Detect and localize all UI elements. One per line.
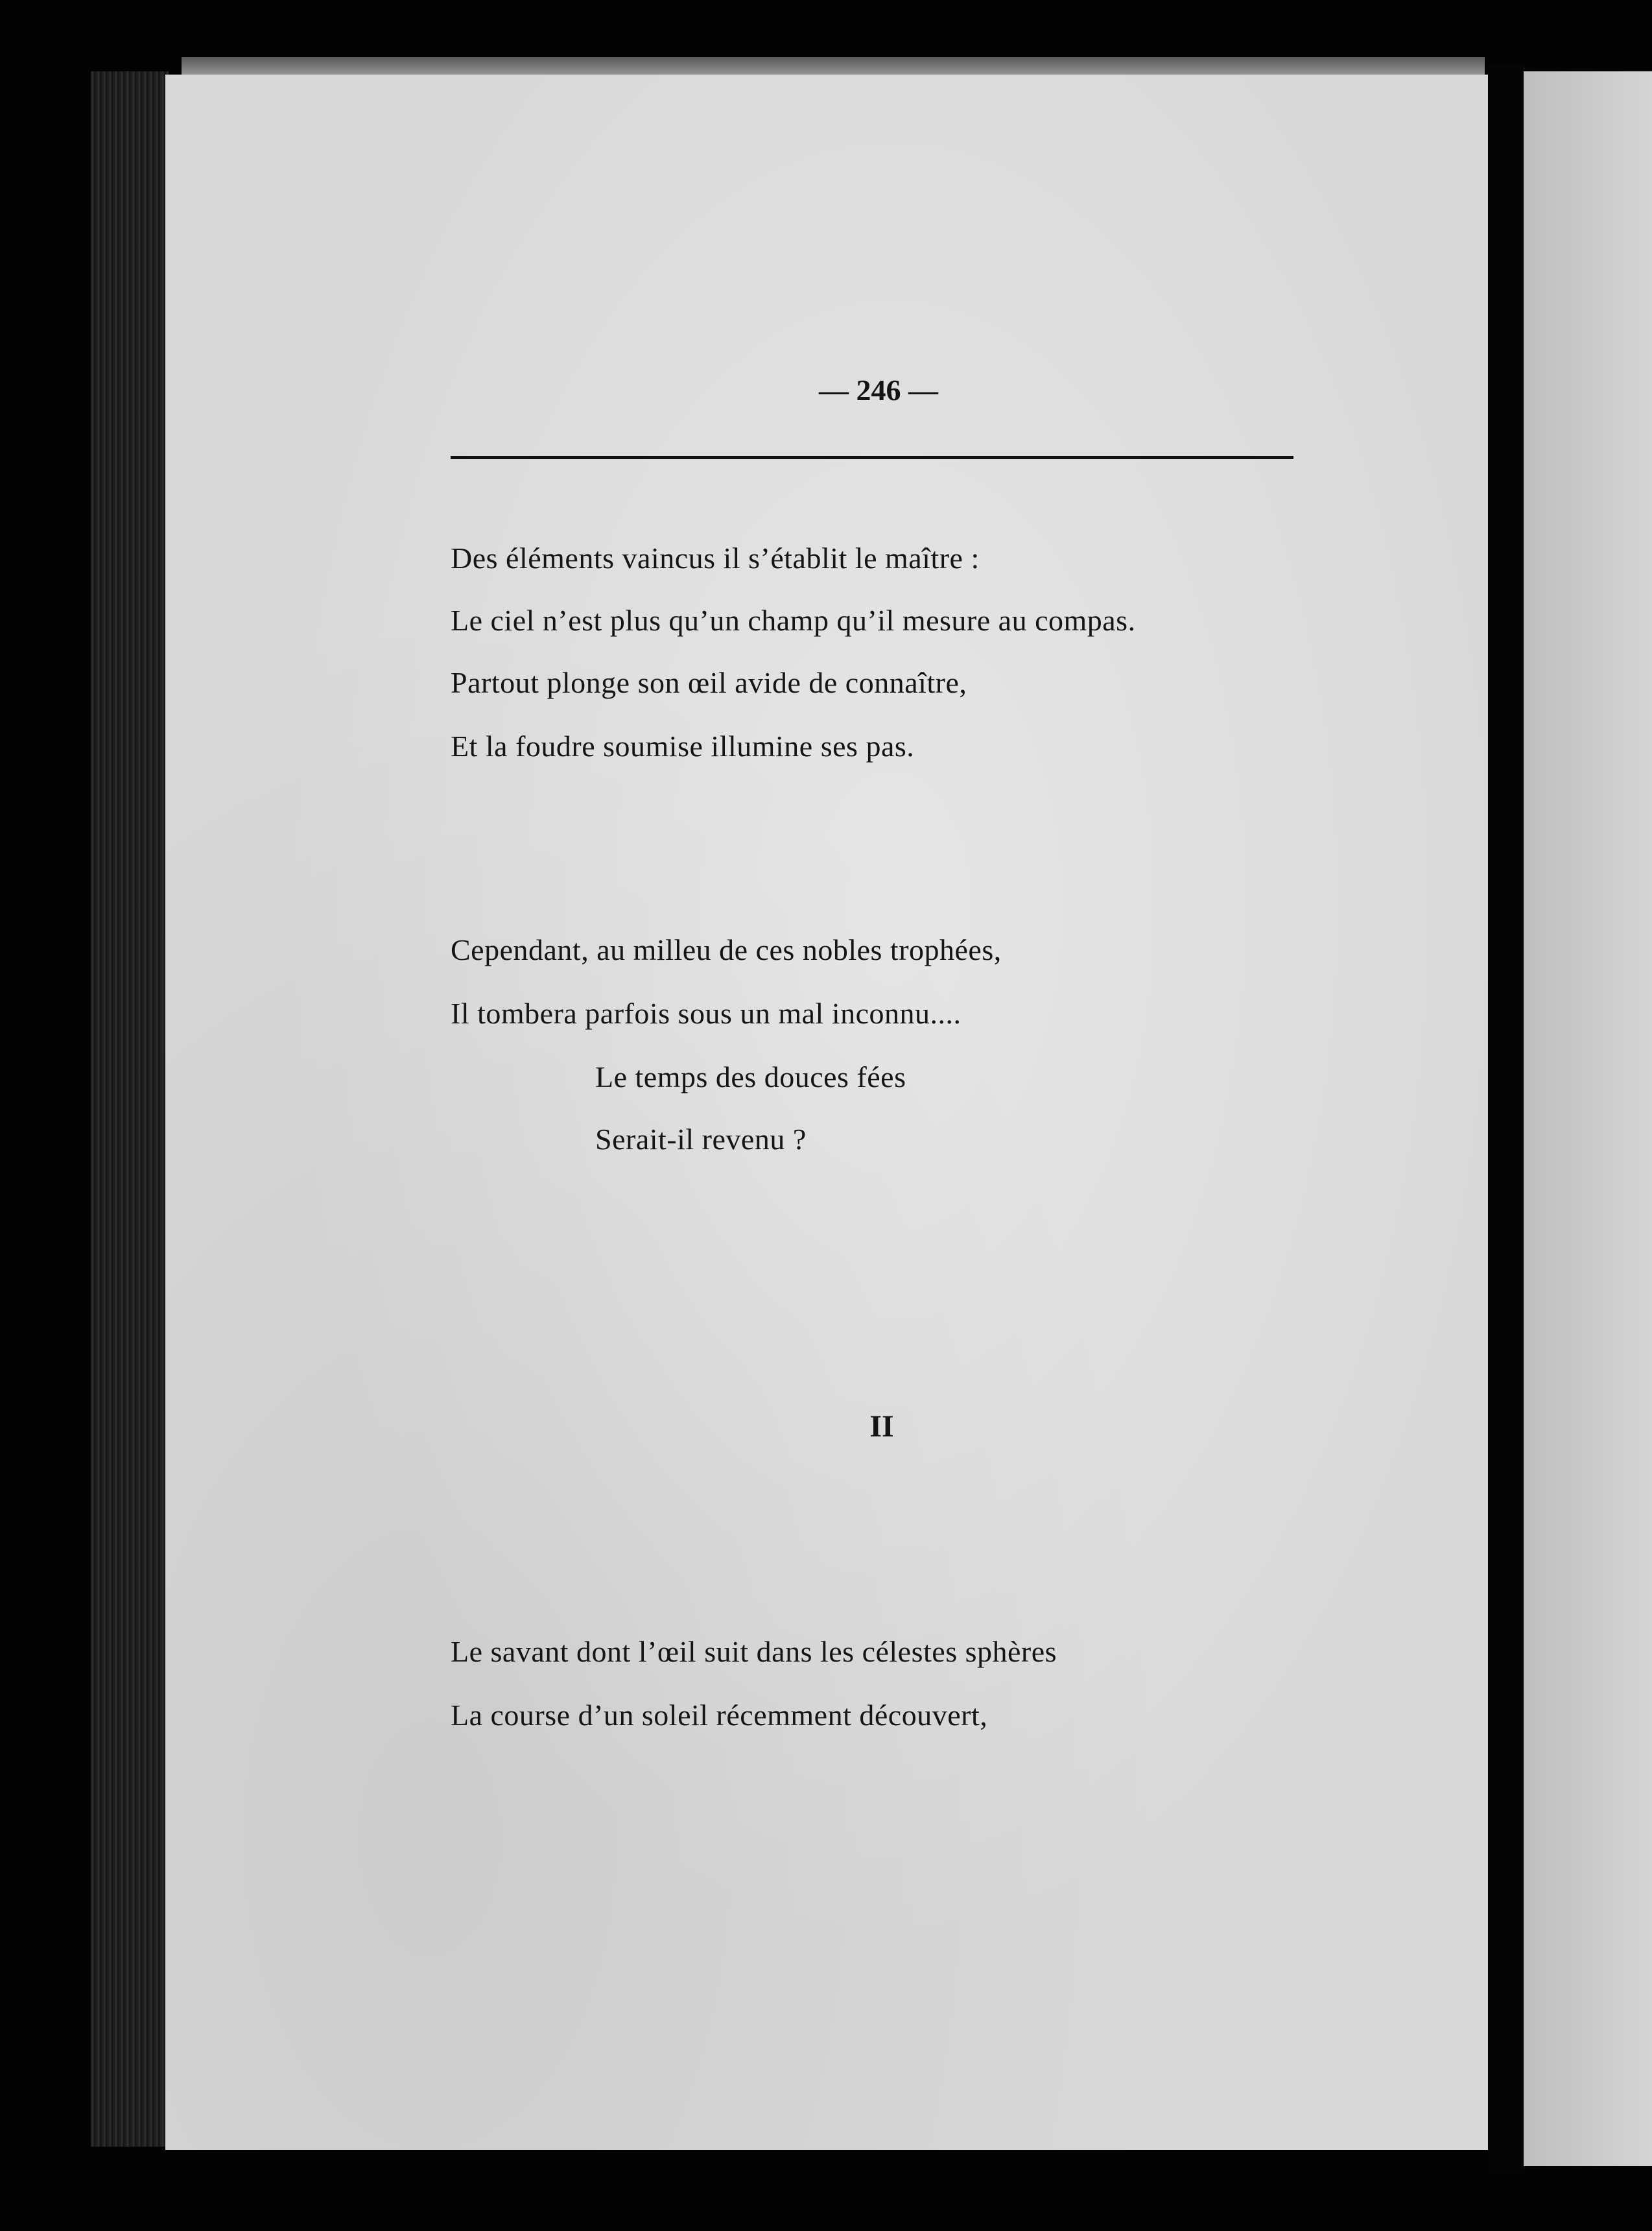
verse-line-indented: Le temps des douces fées [595, 1060, 906, 1093]
verse-line: Il tombera parfois sous un mal inconnu.... [451, 997, 962, 1030]
header-rule [451, 456, 1293, 459]
stacked-page-edges [91, 71, 169, 2147]
section-number: II [869, 1409, 894, 1444]
page-number: — 246 — [819, 374, 938, 407]
adjacent-page [1524, 71, 1652, 2166]
verse-line: Des éléments vaincus il s’établit le maître : [451, 542, 980, 575]
verse-line-indented: Serait-il revenu ? [595, 1123, 807, 1156]
verse-line: La course d’un soleil récemment découvert, [451, 1699, 988, 1732]
verse-line: Et la foudre soumise illumine ses pas. [451, 730, 915, 763]
book-gutter [1488, 65, 1526, 2173]
verse-line: Le savant dont l’œil suit dans les célestes sphères [451, 1635, 1057, 1668]
verse-line: Partout plonge son œil avide de connaître, [451, 666, 967, 699]
verse-line: Le ciel n’est plus qu’un champ qu’il mesure au compas. [451, 604, 1136, 637]
page-top-edge [182, 57, 1485, 77]
verse-line: Cependant, au milleu de ces nobles trophées, [451, 933, 1002, 966]
